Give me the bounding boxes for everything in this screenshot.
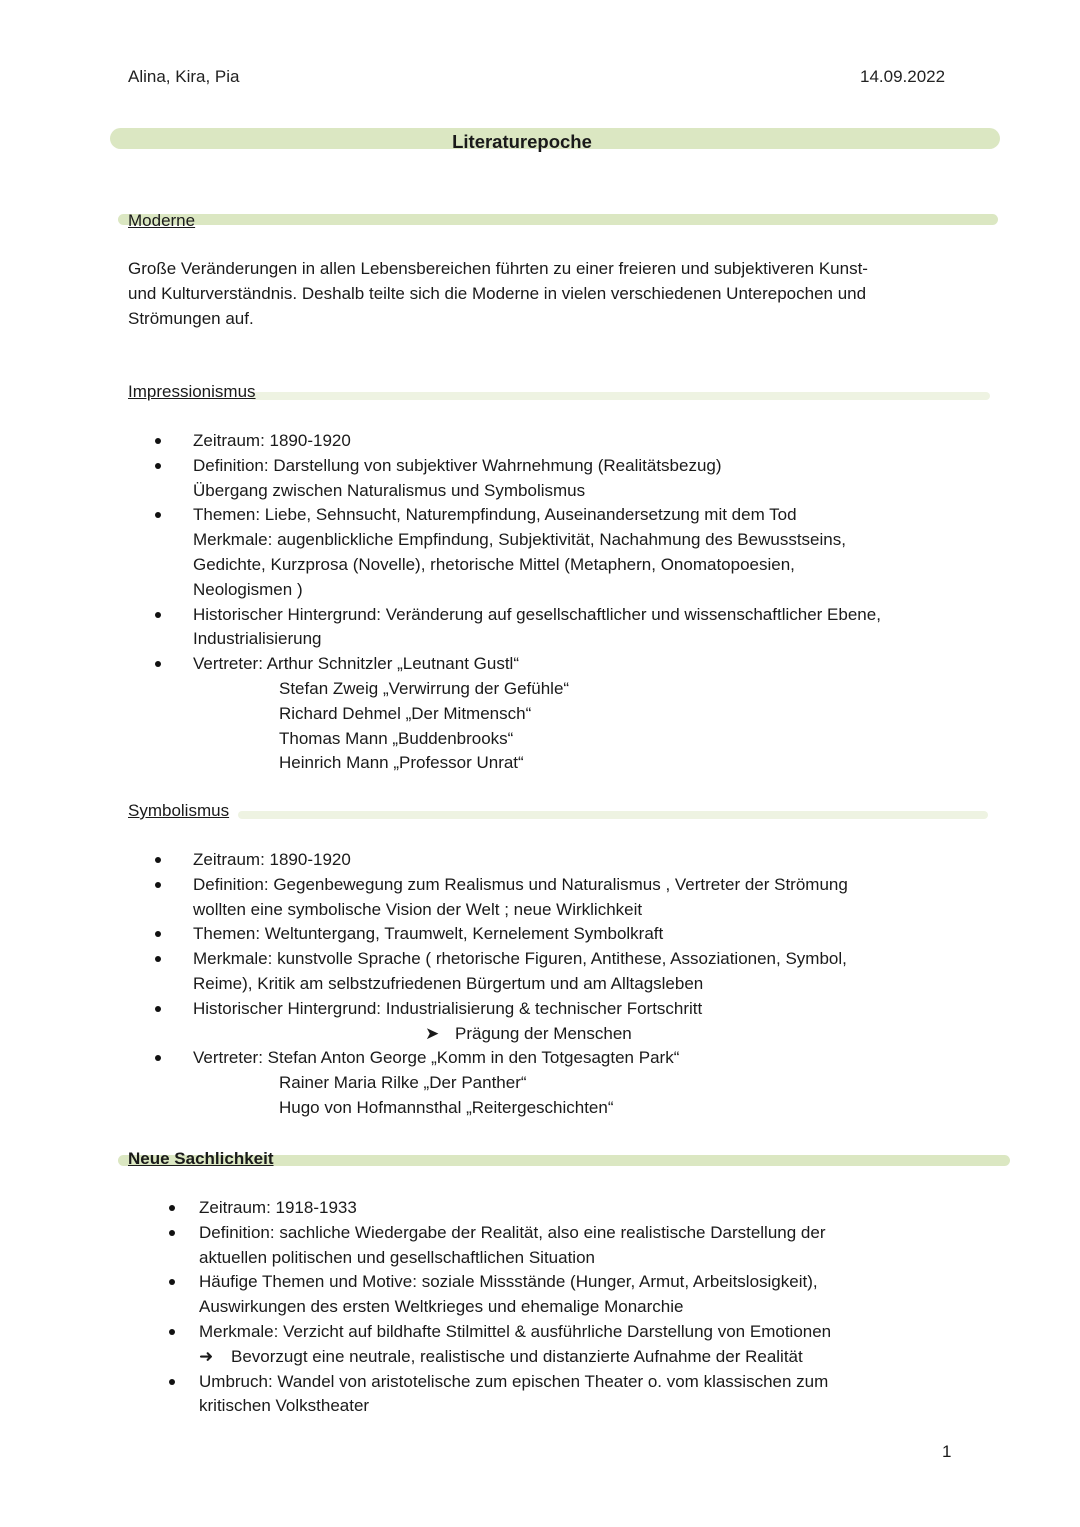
bullet-icon (155, 463, 161, 469)
section-heading-impressionismus: Impressionismus (128, 382, 256, 401)
list-item (193, 848, 973, 873)
bullet-icon (155, 882, 161, 888)
moderne-line: und Kulturverständnis. Deshalb teilte sich die Moderne in vielen verschiedenen Unterepochen und (128, 283, 867, 303)
authors: Alina, Kira, Pia (128, 67, 240, 86)
moderne-paragraph (128, 257, 948, 331)
bullet-icon (155, 956, 161, 962)
list-item (199, 1270, 979, 1320)
vertreter-entry: Stefan Zweig „Verwirrung der Gefühle“ (279, 678, 570, 698)
list-item-text: aktuellen politischen und gesellschaftlichen Situation (199, 1247, 595, 1267)
bullet-icon (169, 1230, 175, 1236)
list-item-text: Themen: Weltuntergang, Traumwelt, Kernelement Symbolkraft (193, 924, 664, 944)
bullet-icon (155, 612, 161, 618)
arrow-right-icon: ➜ (199, 1346, 214, 1366)
list-item-text: Merkmale: kunstvolle Sprache ( rhetorische Figuren, Antithese, Assoziationen, Symbol, (193, 949, 847, 969)
arrowhead-icon: ➤ (425, 1023, 440, 1043)
sub-item (199, 1345, 979, 1370)
list-item-text: Definition: Gegenbewegung zum Realismus und Naturalismus , Vertreter der Strömung (193, 874, 848, 894)
list-item-text: Zeitraum: 1890-1920 (193, 431, 351, 450)
impressionismus-highlight-bar (250, 392, 990, 400)
list-item (193, 454, 973, 504)
list-item (193, 997, 973, 1047)
sub-item-text: Prägung der Menschen (455, 1023, 632, 1043)
list-item-text: Historischer Hintergrund: Industrialisierung & technischer Fortschritt (193, 998, 703, 1018)
symbolismus-list (193, 848, 973, 1121)
bullet-icon (169, 1379, 175, 1385)
moderne-highlight-bar (118, 214, 998, 225)
list-item (199, 1370, 979, 1420)
list-item-text: Reime), Kritik am selbstzufriedenen Bürgertum und am Alltagsleben (193, 973, 704, 993)
vertreter-entry: Richard Dehmel „Der Mitmensch“ (279, 703, 532, 723)
moderne-line: Große Veränderungen in allen Lebensbereichen führten zu einer freieren und subjektiveren Kunst- (128, 259, 868, 278)
list-item-text: wollten eine symbolische Vision der Welt ; neue Wirklichkeit (193, 899, 643, 919)
list-item-text: Übergang zwischen Naturalismus und Symbolismus (193, 480, 586, 500)
section-heading-symbolismus: Symbolismus (128, 801, 230, 820)
bullet-icon (169, 1279, 175, 1285)
vertreter-entry: Rainer Maria Rilke „Der Panther“ (279, 1073, 527, 1093)
moderne-line: Strömungen auf. (128, 308, 254, 328)
vertreter-entry: Heinrich Mann „Professor Unrat“ (279, 753, 524, 773)
list-item-text: Industrialisierung (193, 629, 322, 649)
list-item-text: kritischen Volkstheater (199, 1396, 370, 1416)
list-item-text: Gedichte, Kurzprosa (Novelle), rhetorische Mittel (Metaphern, Onomatopoesien, (193, 554, 795, 574)
list-item-text: Definition: Darstellung von subjektiver Wahrnehmung (Realitätsbezug) (193, 455, 722, 475)
list-item-text: Zeitraum: 1918-1933 (199, 1198, 357, 1217)
list-item-text: Auswirkungen des ersten Weltkrieges und ehemalige Monarchie (199, 1297, 684, 1317)
list-item (193, 922, 973, 947)
bullet-icon (155, 1055, 161, 1061)
impressionismus-list (193, 429, 973, 776)
list-item-text: Merkmale: Verzicht auf bildhafte Stilmittel & ausführliche Darstellung von Emotionen (199, 1321, 832, 1341)
section-heading-moderne: Moderne (128, 211, 196, 230)
list-item-text: Definition: sachliche Wiedergabe der Realität, also eine realistische Darstellung der (199, 1222, 826, 1242)
list-item-text: Themen: Liebe, Sehnsucht, Naturempfindung, Auseinandersetzung mit dem Tod (193, 505, 797, 525)
section-heading-neue-sachlichkeit: Neue Sachlichkeit (128, 1149, 274, 1168)
bullet-icon (155, 661, 161, 667)
list-item (193, 947, 973, 997)
sub-item-text: Bevorzugt eine neutrale, realistische und distanzierte Aufnahme der Realität (231, 1346, 803, 1366)
list-item (193, 429, 973, 454)
list-item (193, 1046, 973, 1120)
list-item-text: Umbruch: Wandel von aristotelische zum epischen Theater o. vom klassischen zum (199, 1371, 829, 1391)
symbolismus-highlight-bar (238, 811, 988, 819)
list-item (193, 652, 973, 776)
vertreter-entry: Thomas Mann „Buddenbrooks“ (279, 728, 514, 748)
list-item-text: Merkmale: augenblickliche Empfindung, Subjektivität, Nachahmung des Bewusstseins, (193, 530, 846, 550)
list-item-text: Historischer Hintergrund: Veränderung auf gesellschaftlicher und wissenschaftlicher Ebene, (193, 604, 881, 624)
list-item-text: Zeitraum: 1890-1920 (193, 850, 351, 869)
date: 14.09.2022 (860, 67, 946, 86)
bullet-icon (155, 931, 161, 937)
list-item-text: Häufige Themen und Motive: soziale Missstände (Hunger, Armut, Arbeitslosigkeit), (199, 1272, 818, 1292)
bullet-icon (169, 1329, 175, 1335)
list-item (193, 603, 973, 653)
list-item (199, 1196, 979, 1221)
bullet-icon (155, 438, 161, 444)
list-item-text: Vertreter: Arthur Schnitzler „Leutnant Gustl“ (193, 654, 519, 674)
vertreter-entry: Hugo von Hofmannsthal „Reitergeschichten“ (279, 1097, 614, 1117)
page-title: Literaturepoche (452, 131, 592, 152)
sub-item (193, 1022, 973, 1047)
bullet-icon (155, 1006, 161, 1012)
list-item (199, 1221, 979, 1271)
bullet-icon (155, 512, 161, 518)
list-item-text: Neologismen ) (193, 579, 303, 599)
bullet-icon (169, 1205, 175, 1211)
page-number: 1 (942, 1442, 952, 1461)
list-item (193, 873, 973, 923)
list-item-text: Vertreter: Stefan Anton George „Komm in den Totgesagten Park“ (193, 1048, 680, 1068)
list-item (199, 1320, 979, 1370)
list-item (193, 503, 973, 602)
bullet-icon (155, 857, 161, 863)
sachlichkeit-list (199, 1196, 979, 1419)
